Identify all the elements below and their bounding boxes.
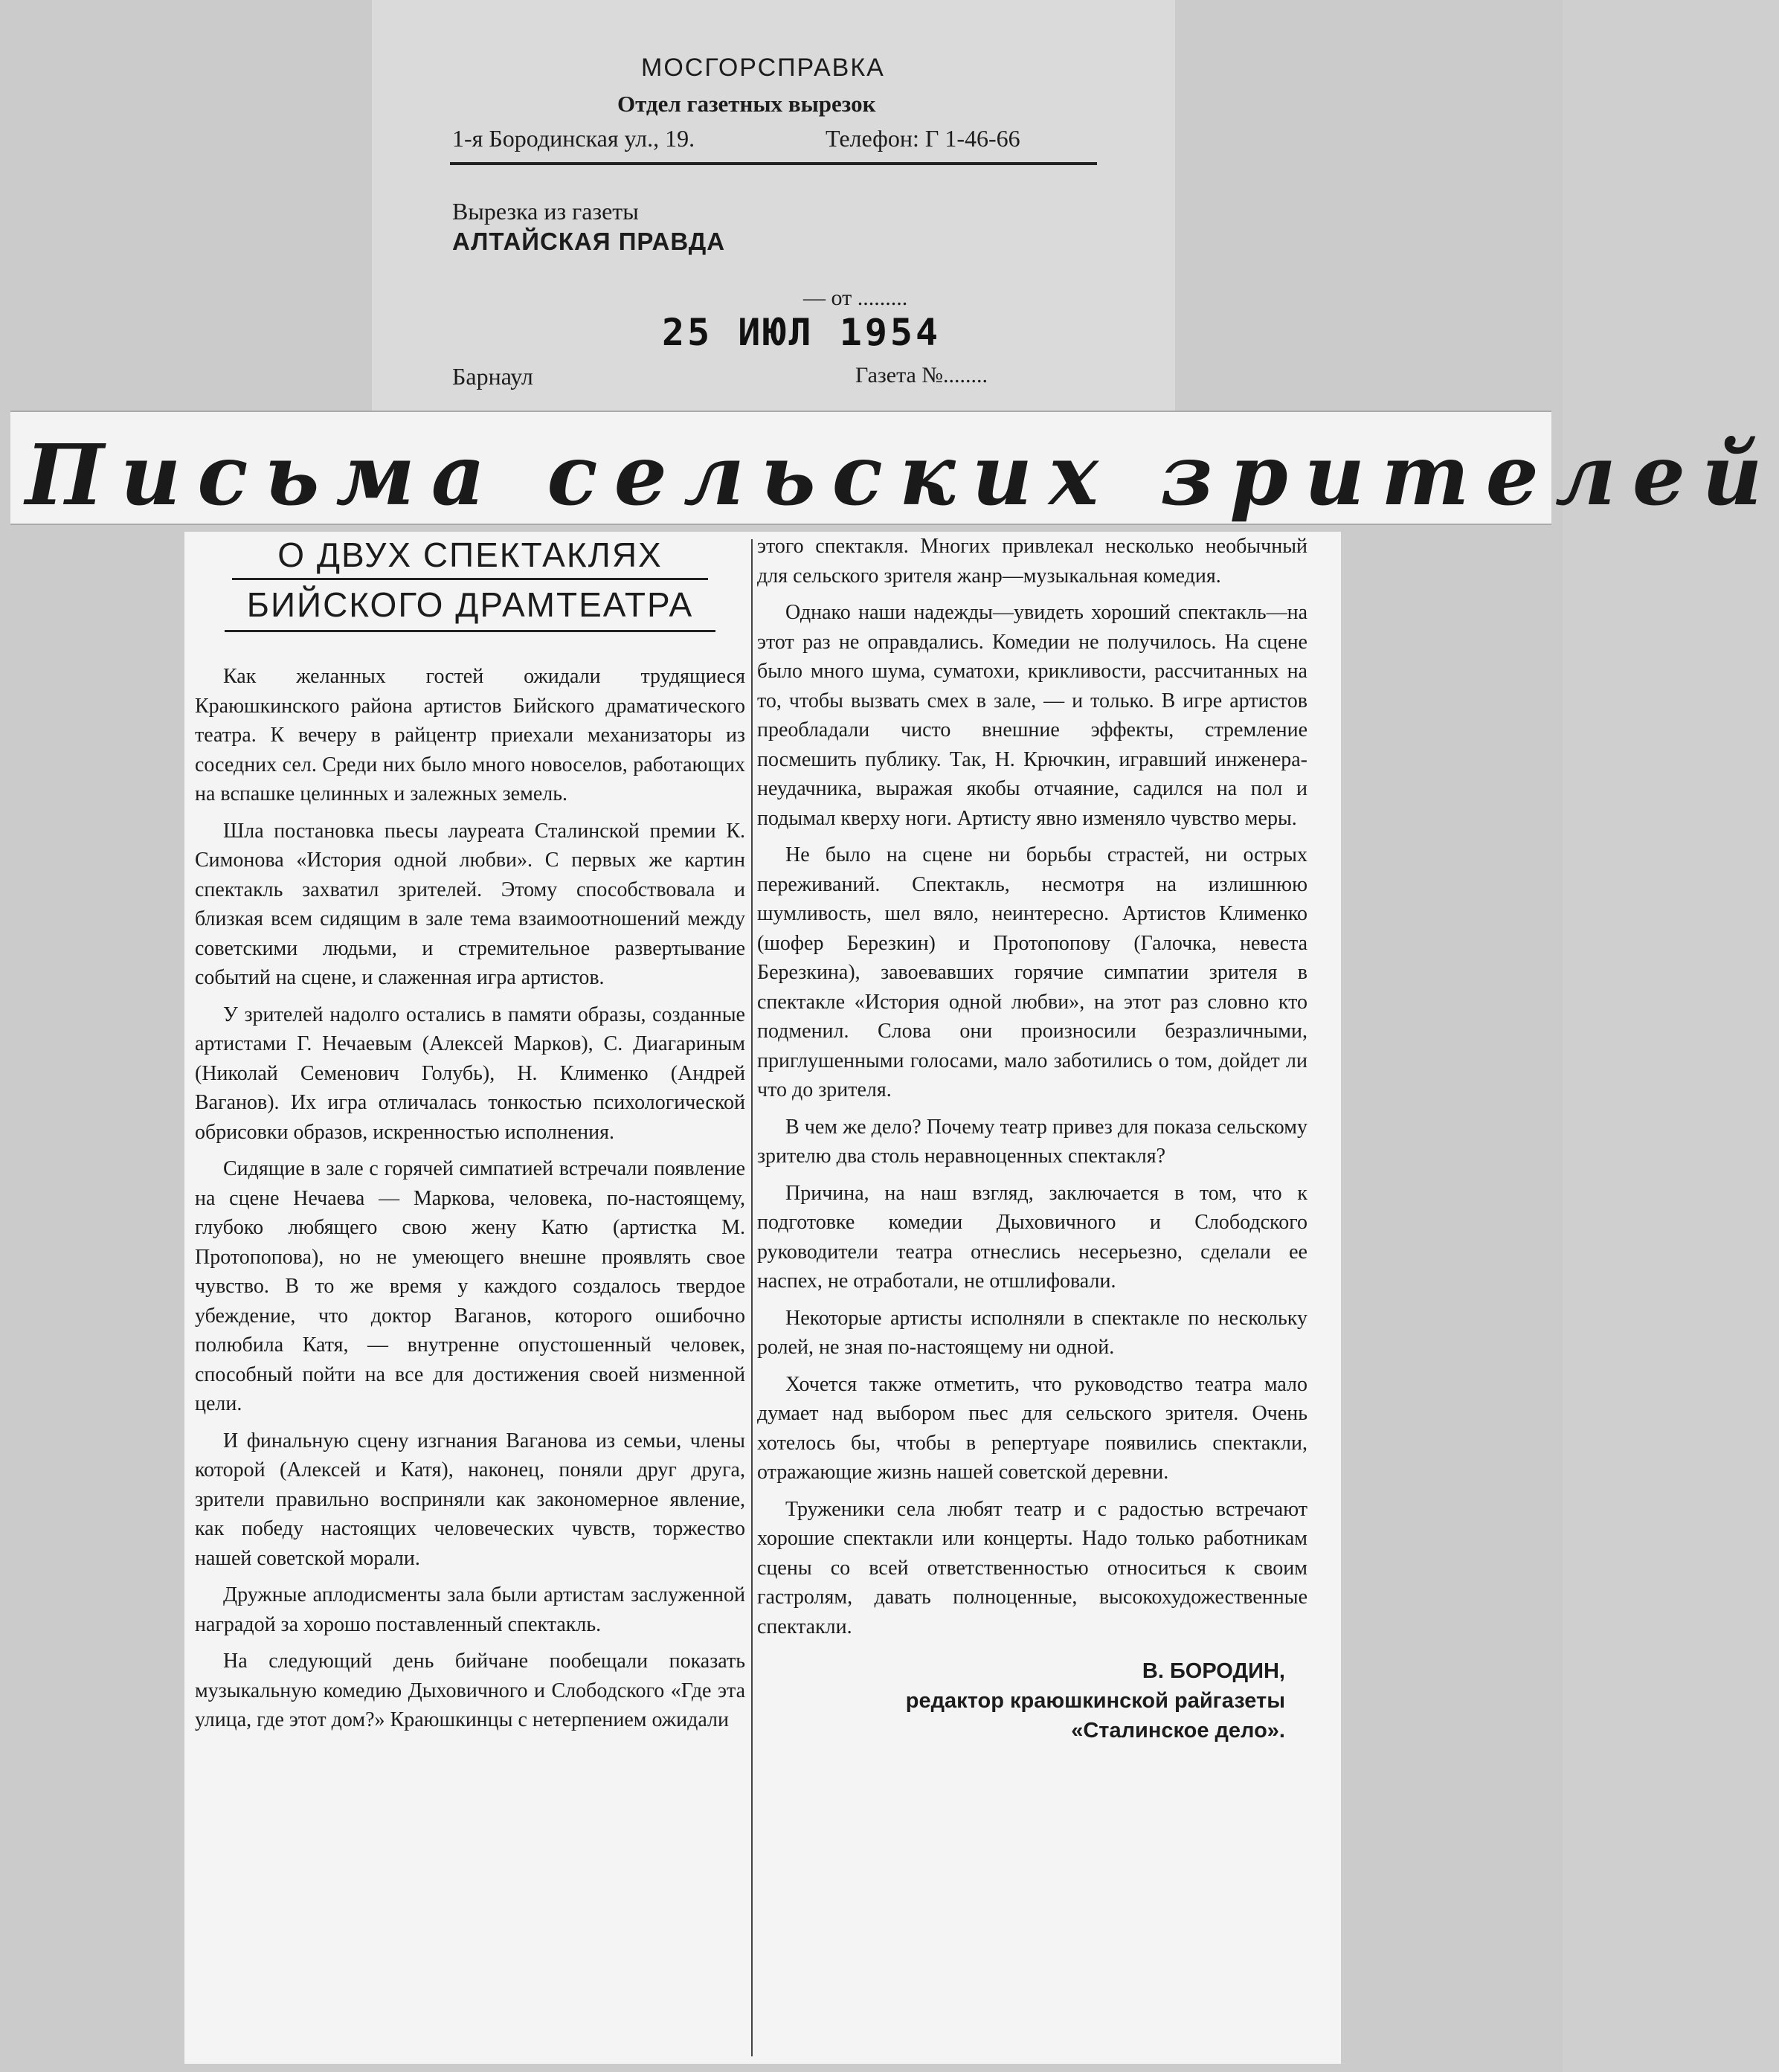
signature xyxy=(757,1656,1307,1746)
article-title xyxy=(195,535,745,632)
paragraph: Сидящие в зале с горячей симпатией встречали появление на сцене Нечаева — Маркова, человека, по-настоящему, глубоко любящего свою жену Катю (артистка М. Протопопова), но не умеющего внешне проявлять свое чувство. В то же время у каждого создалось твердое убеждение, что доктор Ваганов, которого ошибочно полюбила Катя, — внутренне опустошенный человек, способный пойти на все для достижения своей низменной цели. xyxy=(195,1157,745,1415)
paragraph: На следующий день бийчане пообещали показать музыкальную комедию Дыховичного и Слободского «Где эта улица, где этот дом?» Краюшкинцы с нетерпением ожидали xyxy=(195,1650,745,1731)
newspaper-name: АЛТАЙСКАЯ ПРАВДА xyxy=(452,228,726,255)
paragraph: Дружные аплодисменты зала были артистам заслуженной наградой за хорошо поставленный спектакль. xyxy=(195,1583,745,1636)
paragraph: Шла постановка пьесы лауреата Сталинской премии К. Симонова «История одной любви». С первых же картин спектакль захватил зрителей. Этому способствовала и близкая всем сидящим в зале тема взаимоотношений между советскими людьми, и стремительное развертывание событий на сцене, и слаженная игра артистов. xyxy=(195,819,745,989)
title-rule-1 xyxy=(232,578,708,580)
from-label: — от ......... xyxy=(803,286,908,310)
paragraph: У зрителей надолго остались в памяти образы, созданные артистами Г. Нечаевым (Алексей Марков), С. Диагариным (Николай Семенович Голубь), Н. Клименко (Андрей Ваганов). Их игра отличалась тонкостью психологической обрисовки образов, искренностью исполнения. xyxy=(195,1003,745,1144)
article xyxy=(184,532,1341,2064)
paragraph: Причина, на наш взгляд, заключается в том, что к подготовке комедии Дыховичного и Слободского руководители театра отнеслись несерьезно, сделали ее наспех, не отработали, не отшлифовали. xyxy=(757,1181,1307,1293)
title-line-2: БИЙСКОГО ДРАМТЕАТРА xyxy=(246,585,694,624)
issue-label: Газета №........ xyxy=(855,363,988,387)
paragraph: Некоторые артисты исполняли в спектакле по нескольку ролей, не зная по-настоящему ни одной. xyxy=(757,1306,1307,1359)
cutting-from-label: Вырезка из газеты xyxy=(452,198,639,225)
paragraph: И финальную сцену изгнания Ваганова из семьи, члены которой (Алексей и Катя), наконец, поняли друг друга, зрители правильно восприняли как закономерное явление, как победу настоящих человеческих чувств, торжество нашей советской морали. xyxy=(195,1429,745,1570)
title-line-1: О ДВУХ СПЕКТАКЛЯХ xyxy=(277,535,663,574)
date-stamp: 25 ИЮЛ 1954 xyxy=(662,311,942,354)
author-name: В. БОРОДИН, xyxy=(1142,1659,1285,1683)
paragraph: Хочется также отметить, что руководство театра мало думает над выбором пьес для сельского зрителя. Очень хотелось бы, чтобы в репертуаре появились спектакли, отражающие жизнь нашей советской деревни. xyxy=(757,1372,1307,1484)
paragraph: Однако наши надежды—увидеть хороший спектакль—на этот раз не оправдались. Комедии не получилось. На сцене было много шума, суматохи, крикливости, рассчитанных на то, чтобы вызвать смех в зале, — и только. В игре артистов преобладали чисто внешние эффекты, стремление посмешить публику. Так, Н. Крючкин, игравший инженера-неудачника, выражая якобы отчаяние, садился на пол и подымал кверху ноги. Артисту явно изменяло чувство меры. xyxy=(757,601,1307,830)
author-title: редактор краюшкинской райгазеты xyxy=(905,1689,1285,1713)
column-1 xyxy=(195,532,745,1743)
address: 1-я Бородинская ул., 19. xyxy=(452,125,695,152)
author-paper: «Сталинское дело». xyxy=(1071,1719,1285,1743)
city: Барнаул xyxy=(452,363,533,390)
headline-banner xyxy=(10,411,1779,525)
paragraph: В чем же дело? Почему театр привез для показа сельскому зрителю два столь неравноценных спектакля? xyxy=(757,1115,1307,1168)
paragraph: этого спектакля. Многих привлекал несколько необычный для сельского зрителя жанр—музыкальная комедия. xyxy=(757,535,1307,588)
paragraph: Не было на сцене ни борьбы страстей, ни острых переживаний. Спектакль, несмотря на излишнюю шумливость, шел вяло, неинтересно. Артистов Клименко (шофер Березкин) и Протопопову (Галочка, невеста Березкина), завоевавших горячие симпатии зрителя в спектакле «История одной любви», на этот раз словно кто подменил. Слова они произносили безразличными, приглушенными голосами, мало заботились о том, дойдет ли что до зрителя. xyxy=(757,843,1307,1101)
header-rule xyxy=(450,162,1097,165)
title-rule-2 xyxy=(225,630,715,632)
column-2 xyxy=(757,532,1307,1746)
header-slip xyxy=(372,0,1175,416)
paragraph: Труженики села любят театр и с радостью встречают хорошие спектакли или концерты. Надо только работникам сцены со всей ответственностью относиться к своим гастролям, давать полноценные, высокохудожественные спектакли. xyxy=(757,1497,1307,1638)
department: Отдел газетных вырезок xyxy=(617,91,876,117)
paragraph: Как желанных гостей ожидали трудящиеся Краюшкинского района артистов Бийского драматического театра. К вечеру в райцентр приехали механизаторы из соседних сел. Среди них было много новоселов, работающих на вспашке целинных и залежных земель. xyxy=(195,665,745,805)
column-divider xyxy=(751,539,753,2056)
phone: Телефон: Г 1-46-66 xyxy=(826,125,1020,152)
headline: Письма сельских зрителей xyxy=(25,427,1779,524)
org-name: МОСГОРСПРАВКА xyxy=(641,54,885,82)
